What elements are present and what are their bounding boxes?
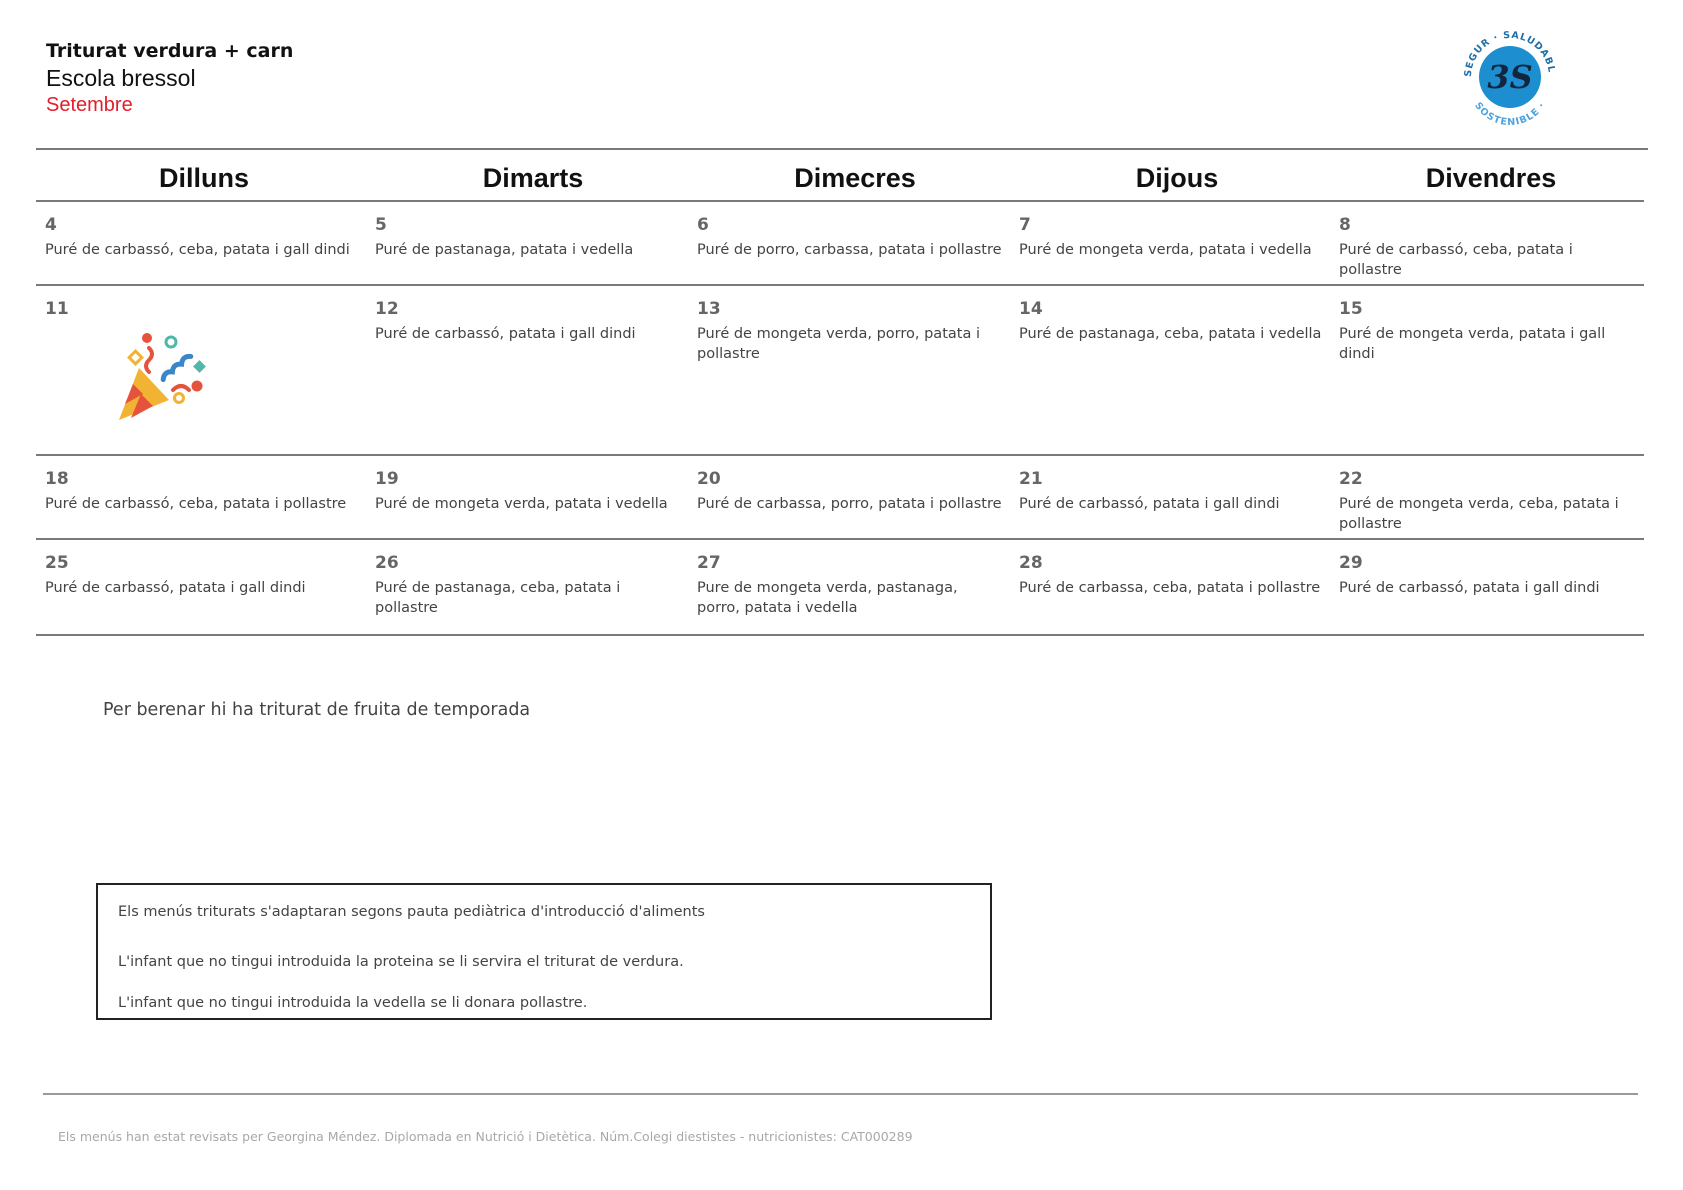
dish-text: Puré de carbassó, ceba, patata i pollastre (45, 496, 347, 512)
menu-title: Triturat verdura + carn (46, 40, 294, 62)
day-cell (688, 540, 1010, 634)
day-number: 13 (697, 299, 721, 319)
day-cell (1330, 202, 1644, 284)
day-cell (688, 202, 1010, 284)
day-number: 7 (1019, 215, 1031, 235)
dish-text: Puré de carbassó, patata i gall dindi (1019, 496, 1280, 512)
logo-badge-icon (1455, 22, 1565, 132)
dish-text: Puré de carbassó, patata i gall dindi (375, 326, 636, 342)
day-cell (366, 456, 688, 538)
day-number: 15 (1339, 299, 1363, 319)
menu-header (46, 38, 293, 118)
day-number: 19 (375, 469, 399, 489)
dish-text: Puré de mongeta verda, patata i gall dindi (1339, 326, 1606, 362)
dish-text: Puré de carbassó, ceba, patata i gall dindi (45, 242, 350, 258)
day-number: 28 (1019, 553, 1043, 573)
week-row (36, 202, 1644, 286)
day-number: 8 (1339, 215, 1351, 235)
dish-text: Puré de carbassó, patata i gall dindi (45, 580, 306, 596)
note-protein: L'infant que no tingui introduida la proteina se li servira el triturat de verdura. (118, 954, 684, 970)
dish-text: Puré de carbassó, patata i gall dindi (1339, 580, 1600, 596)
day-cell (36, 286, 366, 454)
day-cell (36, 540, 366, 634)
note-veal: L'infant que no tingui introduida la vedella se li donara pollastre. (118, 995, 588, 1011)
day-cell (688, 456, 1010, 538)
dish-text: Puré de carbassó, ceba, patata i pollastre (1339, 242, 1573, 278)
day-number: 22 (1339, 469, 1363, 489)
day-cell (1330, 456, 1644, 538)
day-number: 5 (375, 215, 387, 235)
day-header-0: Dilluns (158, 163, 249, 193)
day-cell (1010, 286, 1330, 454)
dish-text: Puré de mongeta verda, porro, patata i pollastre (697, 326, 980, 362)
nutritionist-footer: Els menús han estat revisats per Georgina Méndez. Diplomada en Nutrició i Dietètica. Núm.Colegi diestistes - nutricionistes: CAT000289 (58, 1129, 913, 1144)
dish-text: Puré de mongeta verda, patata i vedella (1019, 242, 1312, 258)
brand-logo (1455, 22, 1565, 132)
day-number: 4 (45, 215, 57, 235)
logo-top-text: SEGUR · SALUDABL (1462, 29, 1557, 78)
day-cell (36, 202, 366, 284)
day-cell (366, 202, 688, 284)
day-cell (366, 540, 688, 634)
day-number: 14 (1019, 299, 1043, 319)
note-adaptation: Els menús triturats s'adaptaran segons pauta pediàtrica d'introducció d'aliments (118, 904, 705, 920)
day-header-4: Divendres (1425, 163, 1557, 193)
day-number: 25 (45, 553, 69, 573)
day-number: 27 (697, 553, 721, 573)
day-cell (1330, 286, 1644, 454)
logo-center-text: 3S (1487, 58, 1533, 96)
day-number: 12 (375, 299, 399, 319)
day-cell (1010, 456, 1330, 538)
dish-text: Puré de carbassa, ceba, patata i pollastre (1019, 580, 1321, 596)
week-row (36, 286, 1644, 456)
month-label: Setembre (46, 94, 133, 116)
day-cell (36, 456, 366, 538)
dish-text: Puré de pastanaga, ceba, patata i pollastre (375, 580, 621, 616)
day-cell (1010, 202, 1330, 284)
day-number: 6 (697, 215, 709, 235)
dish-text: Puré de pastanaga, patata i vedella (375, 242, 634, 258)
day-header-1: Dimarts (482, 163, 584, 193)
day-header-2: Dimecres (794, 163, 916, 193)
day-number: 11 (45, 299, 69, 319)
week-row (36, 456, 1644, 540)
day-cell (688, 286, 1010, 454)
week-row (36, 540, 1644, 636)
menu-calendar (36, 202, 1644, 636)
snack-note: Per berenar hi ha triturat de fruita de temporada (103, 700, 531, 720)
day-number: 26 (375, 553, 399, 573)
day-cell (1010, 540, 1330, 634)
day-number: 18 (45, 469, 69, 489)
weekday-header-row (36, 150, 1644, 202)
school-name: Escola bressol (46, 65, 196, 91)
party-popper-icon (113, 328, 213, 428)
dish-text: Puré de pastanaga, ceba, patata i vedella (1019, 326, 1322, 342)
dish-text: Puré de mongeta verda, ceba, patata i pollastre (1339, 496, 1619, 532)
dish-text: Puré de carbassa, porro, patata i pollastre (697, 496, 1002, 512)
logo-bottom-text: SOSTENIBLE · (1472, 100, 1548, 129)
bottom-divider (43, 1093, 1638, 1095)
day-number: 20 (697, 469, 721, 489)
dish-text: Puré de mongeta verda, patata i vedella (375, 496, 668, 512)
notes-box (96, 883, 992, 1020)
day-cell (366, 286, 688, 454)
dish-text: Pure de mongeta verda, pastanaga, porro, patata i vedella (697, 580, 958, 616)
day-header-3: Dijous (1135, 163, 1219, 193)
day-number: 21 (1019, 469, 1043, 489)
day-number: 29 (1339, 553, 1363, 573)
dish-text: Puré de porro, carbassa, patata i pollastre (697, 242, 1002, 258)
day-cell (1330, 540, 1644, 634)
